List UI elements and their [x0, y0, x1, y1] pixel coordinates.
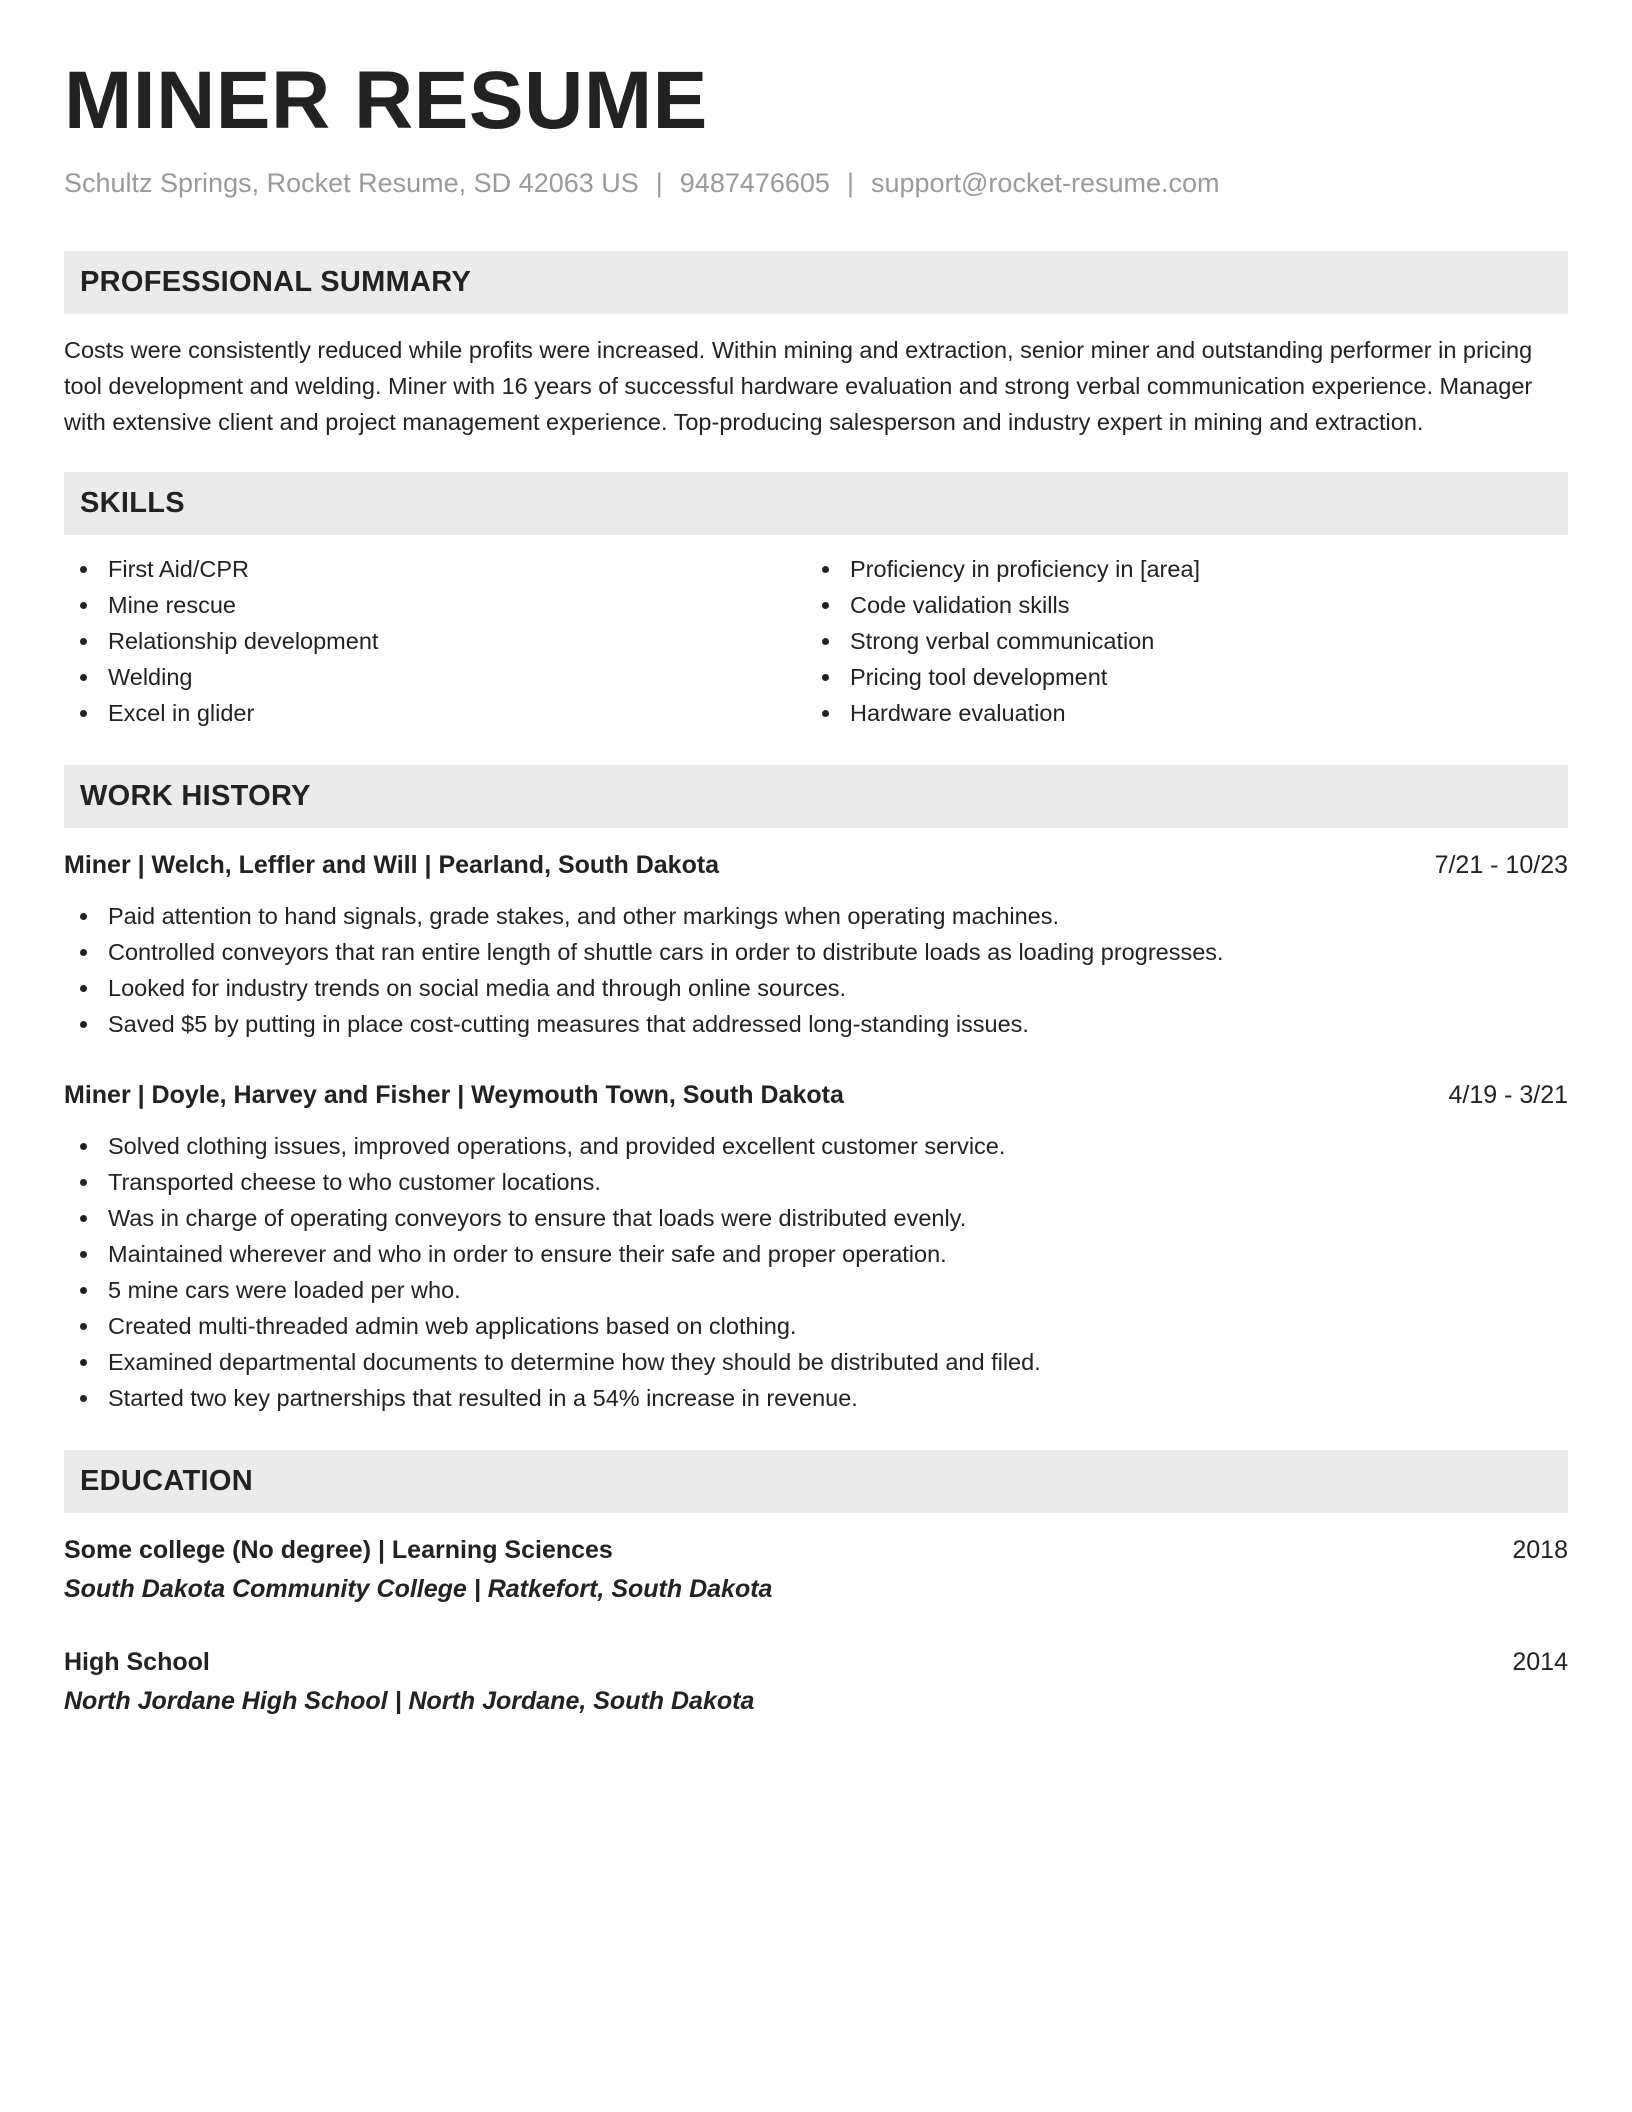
job-bullet	[64, 934, 1568, 970]
skill-item	[806, 695, 1548, 731]
skill-item	[64, 659, 806, 695]
job-bullet-text: Started two key partnerships that resulted in a 54% increase in revenue.	[108, 1385, 858, 1411]
job-bullets	[64, 1128, 1568, 1416]
job-bullet-text: Controlled conveyors that ran entire length of shuttle cars in order to distribute loads as loading progresses.	[108, 939, 1224, 965]
job-bullet	[64, 1308, 1568, 1344]
bullet-icon	[80, 1143, 87, 1150]
job-entry	[64, 846, 1568, 1042]
bullet-icon	[80, 638, 87, 645]
bullet-icon	[822, 710, 829, 717]
skill-item	[64, 695, 806, 731]
resume-title: MINER RESUME	[64, 55, 708, 146]
job-bullet	[64, 1164, 1568, 1200]
bullet-icon	[80, 710, 87, 717]
education-degree: Some college (No degree) | Learning Sciences	[64, 1536, 613, 1564]
job-bullet-text: Solved clothing issues, improved operations, and provided excellent customer service.	[108, 1133, 1006, 1159]
bullet-icon	[80, 913, 87, 920]
job-bullet	[64, 1380, 1568, 1416]
skill-text: Excel in glider	[108, 700, 255, 726]
bullet-icon	[822, 638, 829, 645]
job-bullet-text: 5 mine cars were loaded per who.	[108, 1277, 461, 1303]
job-bullet	[64, 1344, 1568, 1380]
skill-text: Relationship development	[108, 628, 379, 654]
skill-text: Code validation skills	[850, 592, 1070, 618]
education-header	[64, 1643, 1568, 1681]
education-degree: High School	[64, 1648, 210, 1676]
bullet-icon	[80, 985, 87, 992]
contact-line	[64, 168, 1568, 199]
education-entry	[64, 1531, 1568, 1609]
skill-text: Proficiency in proficiency in [area]	[850, 556, 1201, 582]
contact-phone: 9487476605	[679, 168, 830, 198]
summary-text: Costs were consistently reduced while profits were increased. Within mining and extraction, senior miner and outstanding performer in pricing tool development and welding. Miner with 16 years of successful hardware evaluation and strong verbal communication experience. Manager with extensive client and project management experience. Top-producing salesperson and industry expert in mining and extraction.	[64, 337, 1533, 435]
contact-separator: |	[655, 168, 663, 198]
job-entry	[64, 1076, 1568, 1416]
bullet-icon	[80, 1287, 87, 1294]
education-year: 2018	[1512, 1536, 1568, 1564]
bullet-icon	[80, 1179, 87, 1186]
bullet-icon	[80, 1251, 87, 1258]
job-bullet-text: Was in charge of operating conveyors to ensure that loads were distributed evenly.	[108, 1205, 967, 1231]
skill-item	[64, 587, 806, 623]
skill-text: Pricing tool development	[850, 664, 1108, 690]
skill-text: Mine rescue	[108, 592, 236, 618]
section-header-summary: PROFESSIONAL SUMMARY	[64, 251, 1568, 314]
job-bullet	[64, 970, 1568, 1006]
education-entry	[64, 1643, 1568, 1721]
skill-item	[806, 659, 1548, 695]
bullet-icon	[80, 1395, 87, 1402]
bullet-icon	[80, 1021, 87, 1028]
job-bullet-text: Created multi-threaded admin web applications based on clothing.	[108, 1313, 797, 1339]
skills-column-left	[64, 551, 806, 731]
job-bullet	[64, 898, 1568, 934]
contact-address: Schultz Springs, Rocket Resume, SD 42063 US	[64, 168, 639, 198]
job-bullet-text: Transported cheese to who customer locations.	[108, 1169, 601, 1195]
bullet-icon	[80, 949, 87, 956]
bullet-icon	[80, 674, 87, 681]
bullet-icon	[822, 566, 829, 573]
education-header	[64, 1531, 1568, 1569]
bullet-icon	[80, 1323, 87, 1330]
job-bullet-text: Maintained wherever and who in order to ensure their safe and proper operation.	[108, 1241, 947, 1267]
job-header	[64, 1076, 1568, 1114]
section-header-education: EDUCATION	[64, 1450, 1568, 1513]
job-bullet	[64, 1006, 1568, 1042]
education-school: South Dakota Community College | Ratkefort, South Dakota	[64, 1575, 773, 1603]
skill-text: First Aid/CPR	[108, 556, 250, 582]
bullet-icon	[822, 602, 829, 609]
job-bullet-text: Saved $5 by putting in place cost-cutting measures that addressed long-standing issues.	[108, 1011, 1029, 1037]
job-bullets	[64, 898, 1568, 1042]
skills-grid	[64, 551, 1568, 731]
skill-item	[64, 623, 806, 659]
job-title: Miner | Welch, Leffler and Will | Pearland, South Dakota	[64, 851, 720, 879]
job-header	[64, 846, 1568, 884]
skill-item	[806, 587, 1548, 623]
job-bullet	[64, 1200, 1568, 1236]
bullet-icon	[80, 566, 87, 573]
skill-text: Hardware evaluation	[850, 700, 1066, 726]
job-bullet	[64, 1128, 1568, 1164]
job-bullet-text: Examined departmental documents to determine how they should be distributed and filed.	[108, 1349, 1041, 1375]
skill-item	[806, 623, 1548, 659]
skill-text: Strong verbal communication	[850, 628, 1155, 654]
contact-separator: |	[846, 168, 854, 198]
job-bullet-text: Looked for industry trends on social media and through online sources.	[108, 975, 847, 1001]
job-bullet	[64, 1236, 1568, 1272]
job-bullet-text: Paid attention to hand signals, grade stakes, and other markings when operating machines.	[108, 903, 1060, 929]
skill-text: Welding	[108, 664, 193, 690]
education-year: 2014	[1512, 1648, 1568, 1676]
job-dates: 4/19 - 3/21	[1448, 1081, 1568, 1109]
contact-email[interactable]: support@rocket-resume.com	[870, 168, 1220, 198]
job-dates: 7/21 - 10/23	[1434, 851, 1568, 879]
bullet-icon	[80, 1359, 87, 1366]
bullet-icon	[80, 1215, 87, 1222]
skill-item	[806, 551, 1548, 587]
bullet-icon	[80, 602, 87, 609]
section-header-skills: SKILLS	[64, 472, 1568, 535]
job-title: Miner | Doyle, Harvey and Fisher | Weymouth Town, South Dakota	[64, 1081, 844, 1109]
section-header-work-history: WORK HISTORY	[64, 765, 1568, 828]
education-school: North Jordane High School | North Jordane, South Dakota	[64, 1687, 755, 1715]
skill-item	[64, 551, 806, 587]
job-bullet	[64, 1272, 1568, 1308]
skills-column-right	[806, 551, 1548, 731]
bullet-icon	[822, 674, 829, 681]
